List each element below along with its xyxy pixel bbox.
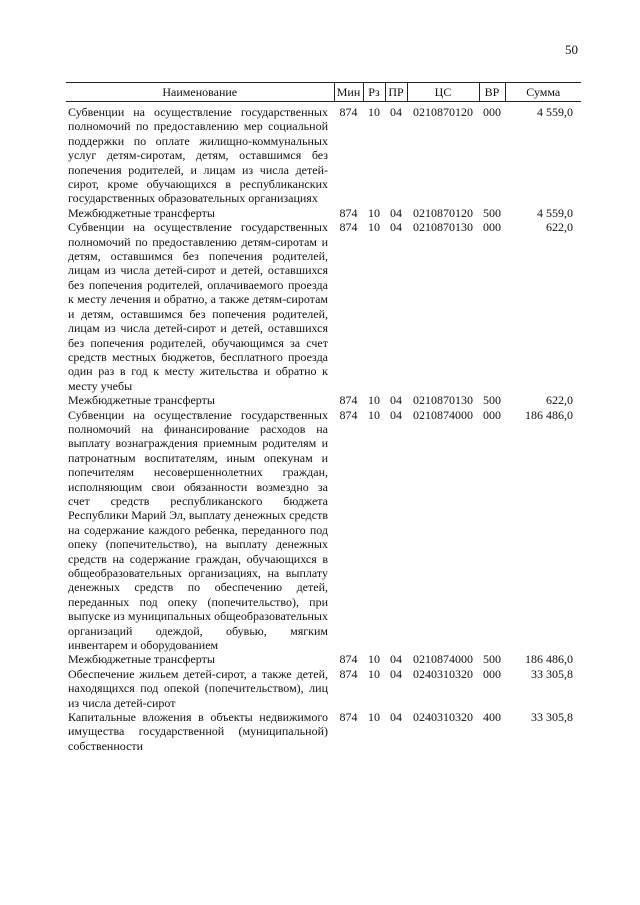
- row-pr: 04: [390, 652, 402, 667]
- table-row: [66, 220, 581, 393]
- row-rz: 10: [368, 105, 380, 119]
- row-cs: 0240310320: [413, 710, 473, 725]
- row-name: Субвенции на осуществление государственных полномочий на финансирование расходов на выплату вознаграждения приемным родителям и патронатным воспитателям, иным опекунам и попечителям несовершеннолетних граждан, исполняющим свои обязанности возмездно за счет средств республиканского бюджета Республики Марий Эл, выплату денежных средств на содержание каждого ребенка, переданного под опеку (попечительство), на выплату денежных средств на содержание граждан, обучающихся в общеобразовательных организациях, на выплату денежных средств по обеспечению детей, переданных под опеку (попечительство), при выпуске из муниципальных общеобразовательных организаций одеждой, обувью, мягким инвентарем и оборудованием: [68, 407, 328, 653]
- row-min: 874: [339, 652, 358, 667]
- row-rz: 10: [368, 220, 380, 235]
- table-row: [66, 102, 581, 206]
- row-min: 874: [339, 205, 358, 220]
- row-pr: 04: [390, 666, 402, 681]
- table-row: [66, 393, 581, 407]
- table-row: [66, 710, 581, 753]
- header-vr: ВР: [479, 83, 505, 102]
- row-name: Субвенции на осуществление государственных полномочий по предоставлению детям-сиротам и детям, оставшимся без попечения родителей, лицам из числа детей-сирот и детей, оставшихся без попечения родителей, оплачиваемого проезда к месту лечения и обратно, а также детям-сиротам и детям, оставшимся без попечения родителей, лицам из числа детей-сирот и детей, оставшихся без попечения родителей, обучающимся за счет средств местных бюджетов, бесплатного проезда один раз в год к месту жительства и обратно к месту учебы: [68, 220, 328, 393]
- row-sum: 4 559,0: [537, 105, 573, 119]
- row-name: Капитальные вложения в объекты недвижимого имущества государственной (муниципальной) собственности: [68, 710, 328, 753]
- row-cs: 0210870130: [413, 393, 473, 408]
- row-name: Межбюджетные трансферты: [68, 205, 215, 220]
- row-min: 874: [339, 220, 358, 235]
- row-sum: 33 305,8: [531, 710, 573, 725]
- row-rz: 10: [368, 393, 380, 408]
- row-vr: 000: [483, 407, 501, 422]
- header-cs: ЦС: [407, 83, 479, 102]
- row-min: 874: [339, 407, 358, 422]
- row-rz: 10: [368, 666, 380, 681]
- row-min: 874: [339, 666, 358, 681]
- row-sum: 622,0: [546, 393, 573, 408]
- row-vr: 000: [483, 220, 501, 235]
- table-header-row: [66, 83, 581, 102]
- row-sum: 186 486,0: [525, 407, 573, 422]
- budget-table: [66, 82, 581, 753]
- row-cs: 0210870130: [413, 220, 473, 235]
- row-vr: 500: [483, 205, 501, 220]
- row-cs: 0210874000: [413, 652, 473, 667]
- table-row: [66, 408, 581, 653]
- row-sum: 4 559,0: [537, 205, 573, 220]
- row-pr: 04: [390, 407, 402, 422]
- row-pr: 04: [390, 393, 402, 408]
- row-vr: 000: [483, 105, 501, 119]
- header-name: Наименование: [66, 83, 334, 102]
- table-row: [66, 652, 581, 666]
- row-rz: 10: [368, 407, 380, 422]
- row-vr: 000: [483, 666, 501, 681]
- row-name: Обеспечение жильем детей-сирот, а также детей, находящихся под опекой (попечительством), лиц из числа детей-сирот: [68, 666, 328, 710]
- row-name: Субвенции на осуществление государственных полномочий по предоставлению мер социальной поддержки по оплате жилищно-коммунальных услуг детям-сиротам, детям, оставшимся без попечения родителей, и лицам из числа детей-сирот, кроме обучающихся в республиканских государственных образовательных организациях: [68, 105, 328, 206]
- row-vr: 500: [483, 393, 501, 408]
- table-row: [66, 206, 581, 220]
- row-name: Межбюджетные трансферты: [68, 652, 215, 667]
- row-pr: 04: [390, 710, 402, 725]
- header-min: Мин: [334, 83, 363, 102]
- row-cs: 0210870120: [413, 105, 473, 119]
- row-rz: 10: [368, 710, 380, 725]
- row-min: 874: [339, 710, 358, 725]
- row-rz: 10: [368, 205, 380, 220]
- row-name: Межбюджетные трансферты: [68, 393, 215, 408]
- row-vr: 400: [483, 710, 501, 725]
- header-rz: Рз: [363, 83, 385, 102]
- row-cs: 0240310320: [413, 666, 473, 681]
- row-sum: 186 486,0: [525, 652, 573, 667]
- row-pr: 04: [390, 105, 402, 119]
- row-pr: 04: [390, 220, 402, 235]
- row-pr: 04: [390, 205, 402, 220]
- row-rz: 10: [368, 652, 380, 667]
- header-sum: Сумма: [505, 83, 581, 102]
- header-pr: ПР: [385, 83, 407, 102]
- page-number: 50: [565, 42, 578, 57]
- row-sum: 622,0: [546, 220, 573, 235]
- row-vr: 500: [483, 652, 501, 667]
- row-min: 874: [339, 105, 358, 119]
- row-sum: 33 305,8: [531, 666, 573, 681]
- row-cs: 0210874000: [413, 407, 473, 422]
- row-min: 874: [339, 393, 358, 408]
- table-row: [66, 667, 581, 710]
- row-cs: 0210870120: [413, 205, 473, 220]
